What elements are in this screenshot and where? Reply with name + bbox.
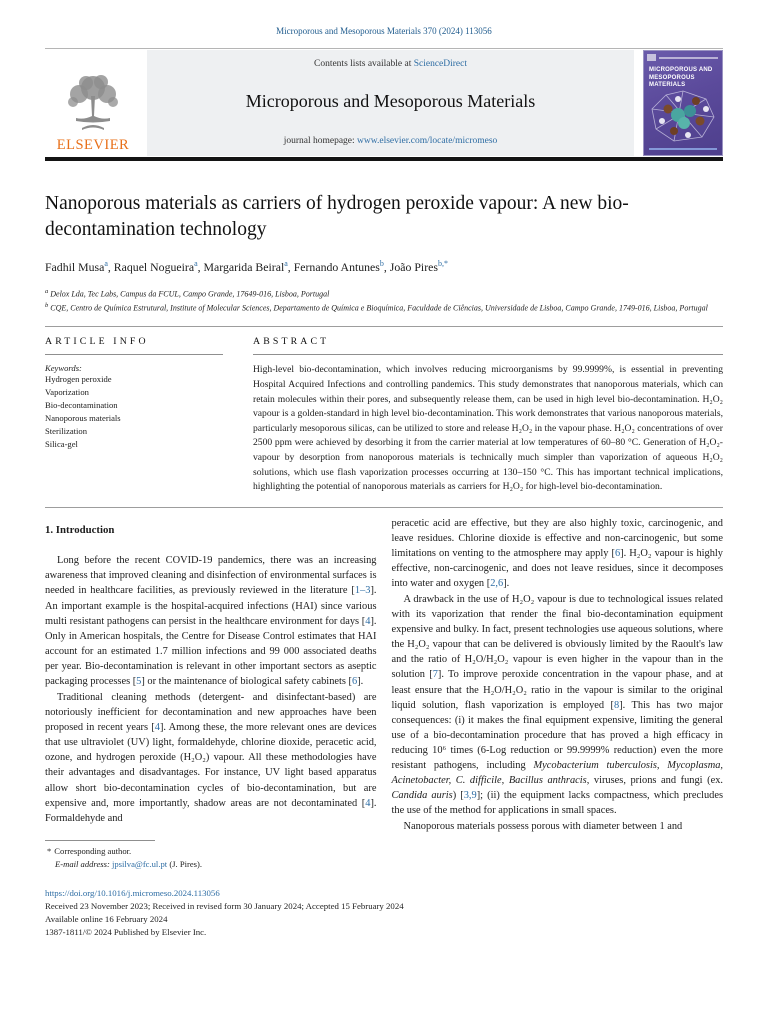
divider-rule-2 [45, 507, 723, 508]
author-name: Margarida Beiral [203, 260, 285, 275]
author-name: João Pires [389, 260, 438, 275]
journal-homepage-link[interactable]: www.elsevier.com/locate/micromeso [357, 136, 498, 146]
homepage-line [157, 136, 624, 146]
divider-rule [45, 326, 723, 327]
author [45, 260, 114, 274]
abstract-heading: ABSTRACT [253, 336, 330, 348]
left-column [45, 516, 377, 871]
journal-title: Microporous and Mesoporous Materials [245, 91, 536, 111]
affiliation [45, 301, 723, 315]
affiliation-mark: b [45, 302, 49, 310]
email-link[interactable]: jpsilva@fc.ul.pt [111, 858, 168, 869]
author-affiliation-mark[interactable]: a [104, 259, 108, 269]
affiliation-list [45, 287, 723, 315]
author-name: Fadhil Musa [45, 260, 105, 275]
affiliation-mark: a [45, 288, 49, 296]
section-heading-introduction: 1. Introduction [45, 523, 115, 536]
doi-link[interactable]: https://doi.org/10.1016/j.micromeso.2024.113056 [45, 887, 220, 898]
body-columns [45, 516, 723, 871]
journal-citation: Microporous and Mesoporous Materials 370 (2024) 113056 [276, 26, 492, 36]
cover-badge [647, 54, 656, 61]
article-info-column [45, 336, 223, 494]
header-black-bar [45, 157, 723, 161]
author [294, 260, 390, 274]
abstract-column [253, 336, 723, 494]
sciencedirect-link[interactable]: ScienceDirect [413, 59, 467, 69]
article-title: Nanoporous materials as carriers of hydrogen peroxide vapour: A new bio-decontamination technology [45, 193, 629, 240]
journal-cover-image [643, 50, 723, 156]
elsevier-wordmark: ELSEVIER [56, 137, 130, 153]
author-name: Raquel Nogueira [113, 260, 195, 275]
contents-line [157, 59, 624, 69]
article-footer [45, 887, 723, 940]
author [204, 260, 294, 274]
body-paragraph: Nanoporous materials possess porous with diameter between 1 and [403, 821, 683, 833]
elsevier-tree-icon [62, 72, 124, 136]
received-dates: Received 23 November 2023; Received in revised form 30 January 2024; Accepted 15 February 2024 [45, 900, 404, 911]
footnote-star: * [47, 845, 52, 856]
keyword: Sterilization [45, 426, 88, 437]
corresponding-author-footnote [45, 840, 377, 871]
body-paragraph: Long before the recent COVID-19 pandemics, there was an increasing awareness that improved cleaning and disinfection of environmental surfaces is needed in healthcare facilities, as previously reviewed in the literature [1–3]. An important example is the hospital-acquired infections (HAI) since various multi resistant pathogens can persist in the healthcare environment for days [4]. Only in American hospitals, the Centre for Disease Control estimates that HAI account for an estimated 1.7 million infections and 99 000 associated deaths per year. Bio-decontamination is relevant in other important sectors as aseptic packaging processes [5] or the maintenance of biological safety cabinets [6]. [45, 555, 377, 687]
email-suffix: (J. Pires). [169, 858, 203, 869]
keyword-list [45, 373, 223, 450]
header-top-rule [45, 48, 723, 49]
corresponding-author-line [45, 845, 377, 858]
right-column [392, 516, 724, 871]
cover-bottomline [649, 148, 717, 151]
author [390, 260, 448, 274]
cover-title: MICROPOROUS AND MESOPOROUS MATERIALS [649, 67, 713, 88]
affiliation [45, 287, 723, 301]
homepage-prefix: journal homepage: [283, 136, 358, 146]
body-paragraph: peracetic acid are effective, but they are also highly toxic, carcinogenic, and leave residues. Chlorine dioxide is effective and non-carcinogenic, but some limitations on venting to the atmosphere may apply [6]. H₂O₂ vapour is highly effective, non-carcinogenic, and does not leave residues, since it decomposes into water and oxygen [2,6]. [391, 517, 723, 589]
journal-masthead [147, 50, 634, 156]
email-line [45, 858, 377, 871]
article-info-heading: ARTICLE INFO [45, 336, 149, 348]
cover-topline [659, 57, 718, 59]
keyword: Bio-decontamination [45, 400, 118, 411]
author-affiliation-mark[interactable]: a [194, 259, 198, 269]
footnote-rule [45, 840, 155, 841]
journal-header [45, 50, 723, 156]
keyword: Hydrogen peroxide [45, 374, 112, 385]
keyword: Vaporization [45, 387, 89, 398]
cover-molecule-art [648, 89, 718, 150]
body-paragraph: A drawback in the use of H₂O₂ vapour is due to technological issues related with its vaporization that render the final bio-decontamination equipment expensive and bulky. In fact, present technologies use aqueous solutions, where the H₂O₂ vapour that can be delivered is obviously limited by the Raoult's law and the ratio of H₂O/H₂O₂ vapour is even higher in the vapour than in the solution [7]. To improve peroxide concentration in the vapour phase, and at least ensure that the H₂O/H₂O₂ ratio in the vapour is similar to the original liquid solution, flash vaporization is employed [8]. This has two major consequences: (i) it makes the final equipment expensive, limiting the general use of a bio-decontamination procedure that has proved a high efficacy in reducing 10⁶ times (6-Log reduction or 99.9999% reduction) even the more resistant pathogens, including Mycobacterium tuberculosis, Mycoplasma, Acinetobacter, C. difficile, Bacillus anthracis, viruses, prions and fungi (ex. Candida auris) [3,9]; (ii) the equipment lacks compactness, which precludes the use of the method for applications in small spaces. [391, 594, 723, 817]
author-affiliation-mark[interactable]: b,* [437, 259, 448, 269]
body-paragraph: Traditional cleaning methods (detergent- and disinfectant-based) are notoriously inefficient for decontamination and new approaches have been proposed in recent years [4]. Among these, the more relevant ones are devices that use ultraviolet (UV) light, formaldehyde, chlorine dioxide, peracetic acid, ozone, and hydrogen peroxide (H₂O₂) vapour. All these methodologies have their advantages and disadvantages. For instance, UV light based apparatus allow short bio-decontamination cycles of bio-decontamination, but are expensive and, more importantly, shadow areas are not decontaminated [4]. Formaldehyde and [45, 692, 377, 824]
corresponding-author-text: Corresponding author. [54, 845, 132, 856]
article-info-rule [45, 354, 223, 355]
author-affiliation-mark[interactable]: a [284, 259, 288, 269]
author-name: Fernando Antunes [293, 260, 380, 275]
info-abstract-section [45, 336, 723, 494]
issn-copyright: 1387-1811/© 2024 Published by Elsevier Inc. [45, 927, 207, 938]
affiliation-text: CQE, Centro de Química Estrutural, Institute of Molecular Sciences, Departamento de Química e Bioquímica, Faculdade de Ciências, Universidade de Lisboa, Campo Grande, 1749-016, Lisboa, Portugal [50, 304, 708, 314]
author-affiliation-mark[interactable]: b [379, 259, 384, 269]
email-label: E-mail address: [55, 858, 110, 869]
author [114, 260, 204, 274]
elsevier-logo [45, 50, 147, 156]
keywords-label: Keywords: [45, 363, 82, 374]
abstract-text: High-level bio-decontamination, which involves reducing microorganisms by 99.9999%, is essential in preventing Hospital Acquired Infections and controlling pandemics. This study demonstrates that nanoporous materials, which can retain molecules within their pores, and subsequently release them, can be used in high level bio-decontamination. H₂O₂ vapour is a golden-standard in high level bio-decontamination. This work demonstrates that various nanoporous materials, particularly mesoporous silicas, can be utilized to store and release H₂O₂ in the vapour phase. H₂O₂ concentrations of over 2500 ppm were achieved by desorbing it from the carrier material at low temperatures of 60–80 °C. Generation of H₂O₂-vapour by desorption from nanoporous materials is technically much simpler than vaporization of aqueous H₂O₂ solutions, which use flash vaporization processes occurring at 130–150 °C. This has important technical implications, highlighting the potential of nanoporous materials as carriers for H₂O₂ for high-level bio-decontamination. [253, 364, 724, 493]
journal-cover [643, 50, 723, 156]
affiliation-text: Delox Lda, Tec Labs, Campus da FCUL, Campo Grande, 17649-016, Lisboa, Portugal [50, 290, 330, 300]
contents-prefix: Contents lists available at [313, 59, 414, 69]
keyword: Silica-gel [45, 438, 78, 449]
available-online: Available online 16 February 2024 [45, 913, 168, 924]
author-list [45, 259, 723, 275]
abstract-rule [253, 354, 723, 355]
keyword: Nanoporous materials [45, 413, 121, 424]
